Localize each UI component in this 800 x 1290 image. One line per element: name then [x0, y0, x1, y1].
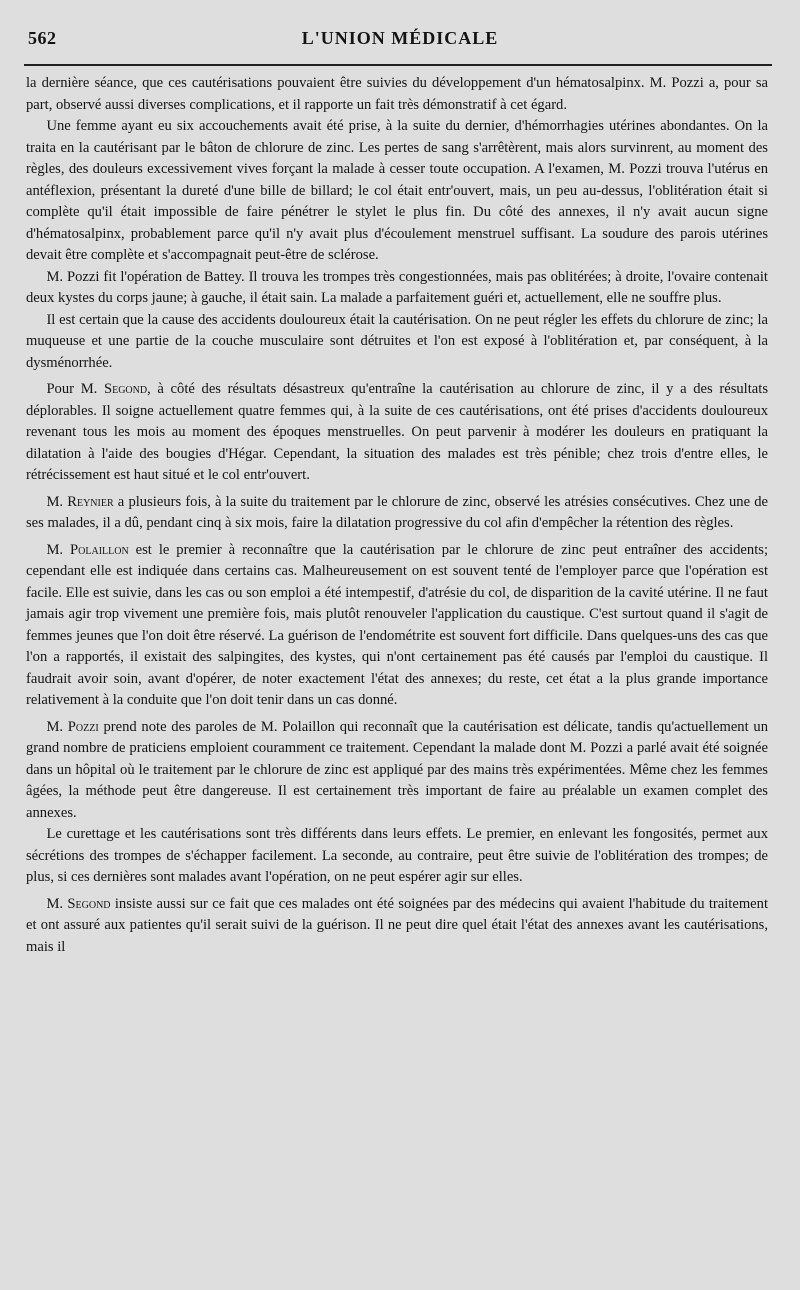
paragraph	[26, 894, 768, 959]
paragraph-text: prend note des paroles de M. Polaillon qui reconnaît que la cautérisation est délicate, tandis qu'actuellement un grand nombre de praticiens emploient couramment ce traitement. Cependant la malade dont M. Pozzi a parlé avait été soignée dans un hôpital où le traitement par le chlorure de zinc est appliqué par des mains très expérimentées. Même chez les femmes âgées, la méthode peut être dangereuse. Il est certainement très important de faire au préalable un examen complet des annexes.	[26, 718, 768, 821]
paragraph	[26, 492, 768, 535]
paragraph-text: Une femme ayant eu six accouchements avait été prise, à la suite du dernier, d'hémorrhagies utérines abondantes. On la traita en la cautérisant par le bâton de chlorure de zinc. Les pertes de sang s'arrêtèrent, mais alors survinrent, au moment des règles, des douleurs excessivement vives forçant la malade à cesser toute occupation. A l'examen, M. Pozzi trouva l'utérus en antéflexion, présentant la dureté d'une bille de billard; le col était entr'ouvert, mais, un peu au-dessus, l'oblitération était si complète qu'il était impossible de faire pénétrer le stylet le plus fin. Du côté des annexes, il n'y avait aucun signe d'hématosalpinx, probablement parce qu'il n'y avait plus d'écoulement menstruel suffisant. La soudure des parois utérines devait être complète et s'accompagnait peut-être de sclérose.	[26, 118, 768, 263]
article-body	[26, 73, 768, 958]
journal-title: L'UNION MÉDICALE	[301, 28, 499, 48]
paragraph-text: M. Pozzi fit l'opération de Battey. Il trouva les trompes très congestionnées, mais pas oblitérées; à droite, l'ovaire contenait deux kystes du corps jaune; à gauche, il était sain. La malade a parfaitement guéri et, actuellement, elle ne souffre plus.	[26, 268, 768, 306]
page-number: 562	[28, 28, 57, 48]
paragraph-text: Le curettage et les cautérisations sont très différents dans leurs effets. Le premier, en enlevant les fongosités, permet aux sécrétions des trompes de s'échapper facilement. La seconde, au contraire, peut être suivie de l'oblitération des trompes; de plus, si ces dernières sont malades avant l'opération, on ne peut espérer agir sur elles.	[26, 826, 768, 885]
speaker-name: M. Reynier	[46, 493, 114, 510]
paragraph	[26, 116, 768, 267]
speaker-name: M. Segond	[46, 895, 111, 912]
speaker-name: M. Segond	[80, 381, 148, 397]
paragraph	[26, 540, 768, 712]
paragraph	[26, 379, 768, 487]
paragraph	[26, 73, 768, 116]
speaker-name: M. Pozzi	[46, 718, 99, 735]
paragraph	[26, 267, 768, 310]
running-head	[24, 28, 776, 58]
header-rule	[24, 64, 772, 66]
paragraph-text: Il est certain que la cause des accidents douloureux était la cautérisation. On ne peut régler les effets du chlorure de zinc; la muqueuse et une partie de la couche musculaire sont détruites et l'on est exposé à l'oblitération et, par conséquent, à la dysménorrhée.	[26, 311, 768, 371]
speaker-name: M. Polaillon	[46, 541, 129, 558]
paragraph-lead: Pour	[46, 381, 81, 397]
paragraph-text: est le premier à reconnaître que la cautérisation par le chlorure de zinc peut entraîner des accidents; cependant elle est indiquée dans certains cas. Malheureusement on est souvent tenté de l'employer parce que l'opération est facile. Elle est suivie, dans les cas ou son emploi a été intempestif, d'atrésie du col, de disparition de la cavité utérine. Il ne faut jamais agir trop vivement une première fois, mais plutôt renouveler l'application du caustique. C'est surtout quand il s'agit de femmes jeunes que l'on doit être réservé. La guérison de l'endométrite est souvent fort difficile. Dans quelques-uns des cas que l'on a rapportés, il existait des salpingites, des kystes, qui n'ont certainement pas été causés par l'emploi du caustique. Il faudrait avoir soin, avant d'opérer, de noter exactement l'état des annexes; du reste, cet état a la plus grande importance relativement à la conduite que l'on doit tenir dans un cas donné.	[26, 541, 768, 708]
paragraph	[26, 310, 768, 375]
paragraph	[26, 824, 768, 889]
paragraph-text: , à côté des résultats désastreux qu'entraîne la cautérisation au chlorure de zinc, il y a des résultats déplorables. Il soigne actuellement quatre femmes qui, à la suite de ces cautérisations, ont été prises d'accidents douloureux revenant tous les mois au moment des époques menstruelles. On peut parvenir à modérer les douleurs en pratiquant la dilatation à l'aide des bougies d'Hégar. Cependant, la situation des malades est très pénible; chez trois d'entre elles, le rétrécissement est haut situé et le col entr'ouvert.	[26, 381, 768, 483]
paragraph-text: a plusieurs fois, à la suite du traitement par le chlorure de zinc, observé les atrésies consécutives. Chez une de ses malades, il a dû, pendant cinq à six mois, faire la dilatation progressive du col afin d'empêcher la rétention des règles.	[26, 493, 769, 531]
paragraph-text: la dernière séance, que ces cautérisations pouvaient être suivies du développement d'un hématosalpinx. M. Pozzi a, pour sa part, observé aussi diverses complications, et il rapporte un fait très démonstratif à cet égard.	[26, 75, 768, 113]
paragraph	[26, 717, 768, 825]
paragraph-text: insiste aussi sur ce fait que ces malades ont été soignées par des médecins qui avaient l'habitude du traitement et ont assuré aux patientes qu'il serait suivi de la guérison. Il ne peut dire quel était l'état des annexes avant les cautérisations, mais il	[26, 895, 768, 955]
